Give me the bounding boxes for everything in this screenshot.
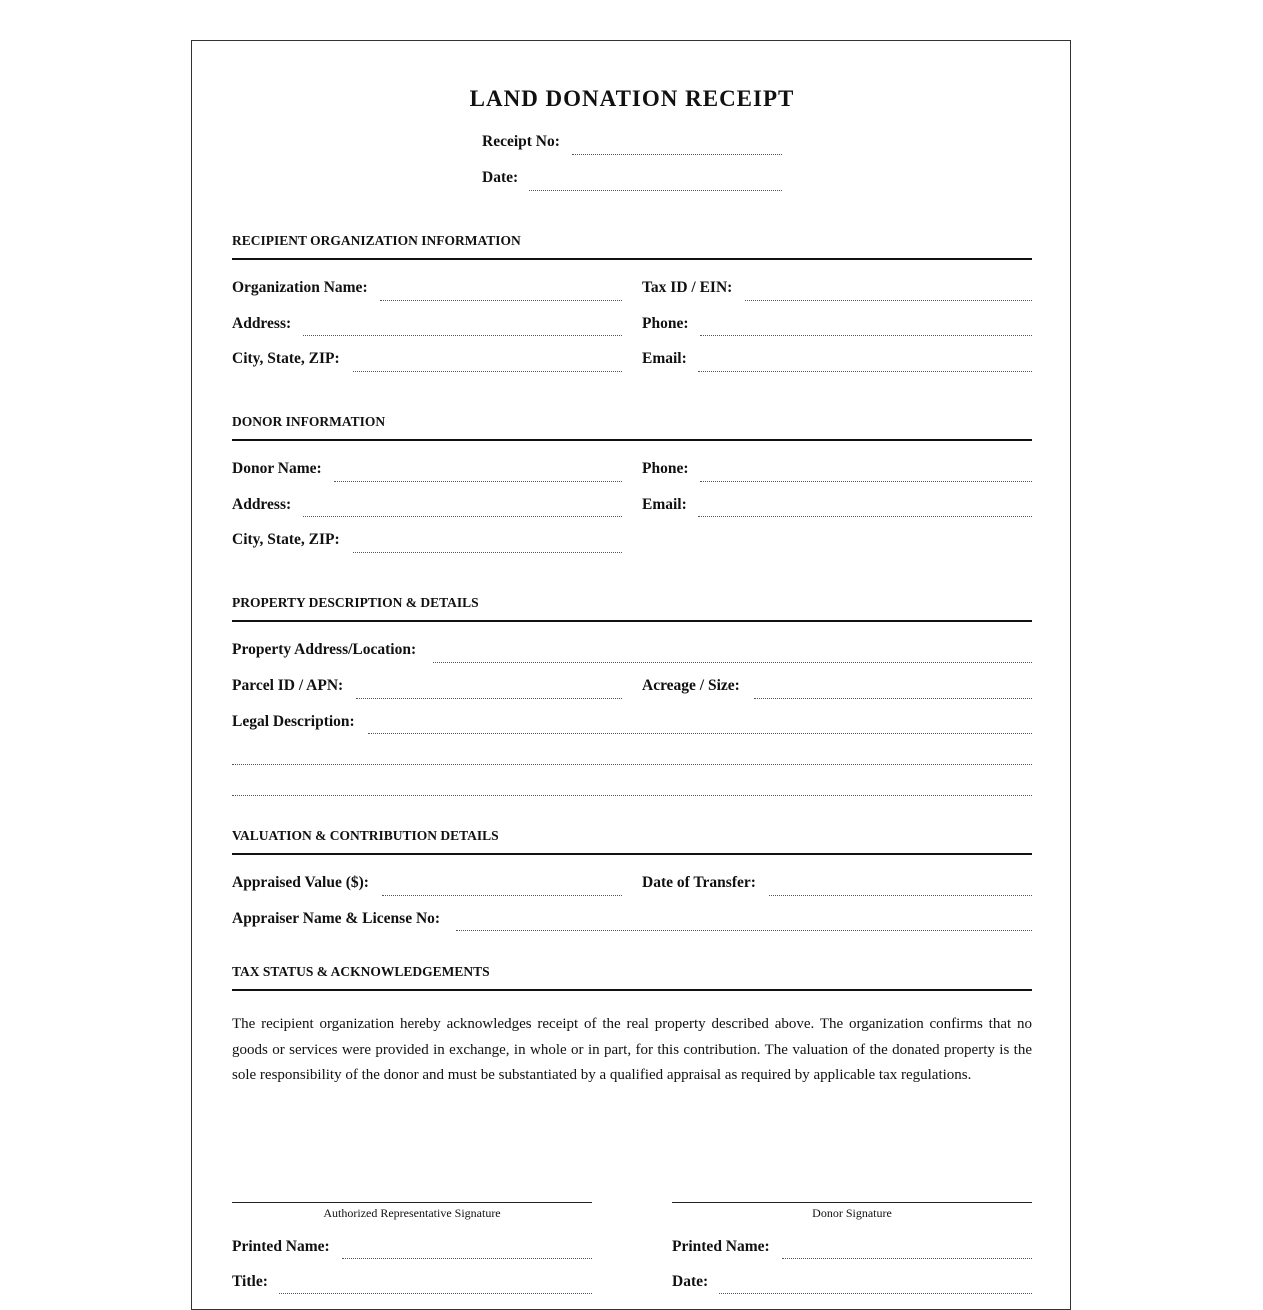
appraiser-label: Appraiser Name & License No:	[232, 910, 441, 927]
donor-city-label: City, State, ZIP:	[232, 531, 340, 548]
property-address-label: Property Address/Location:	[232, 641, 417, 658]
rep-title-field[interactable]	[279, 1293, 592, 1294]
rep-title-label: Title:	[232, 1273, 268, 1290]
donor-phone-field[interactable]	[700, 481, 1032, 482]
appraised-value-label: Appraised Value ($):	[232, 874, 369, 891]
donor-address-field[interactable]	[303, 516, 622, 517]
org-address-label: Address:	[232, 315, 292, 332]
org-address-field[interactable]	[303, 335, 622, 336]
property-section-rule	[232, 620, 1032, 622]
tax-id-field[interactable]	[745, 300, 1032, 301]
valuation-section-heading: VALUATION & CONTRIBUTION DETAILS	[232, 828, 499, 843]
donor-signature-caption: Donor Signature	[812, 1206, 892, 1220]
rep-printed-name-label: Printed Name:	[232, 1238, 330, 1255]
donor-name-label: Donor Name:	[232, 460, 322, 477]
donor-printed-name-label: Printed Name:	[672, 1238, 770, 1255]
recipient-section-heading: RECIPIENT ORGANIZATION INFORMATION	[232, 233, 521, 248]
donor-date-label: Date:	[672, 1273, 709, 1290]
donor-section-heading: DONOR INFORMATION	[232, 414, 386, 429]
tax-section-heading: TAX STATUS & ACKNOWLEDGEMENTS	[232, 964, 490, 979]
org-city-field[interactable]	[353, 371, 622, 372]
acreage-field[interactable]	[754, 698, 1032, 699]
header-date-label: Date:	[482, 169, 519, 186]
property-section-heading: PROPERTY DESCRIPTION & DETAILS	[232, 595, 479, 610]
org-name-label: Organization Name:	[232, 279, 368, 296]
legal-description-field-line-2[interactable]	[232, 764, 1032, 765]
donor-name-field[interactable]	[334, 481, 622, 482]
org-name-field[interactable]	[380, 300, 622, 301]
org-phone-field[interactable]	[700, 335, 1032, 336]
authorized-signature-caption: Authorized Representative Signature	[323, 1206, 501, 1220]
valuation-section-rule	[232, 853, 1032, 855]
donor-phone-label: Phone:	[642, 460, 689, 477]
donor-city-field[interactable]	[353, 552, 622, 553]
donor-date-field[interactable]	[719, 1293, 1032, 1294]
rep-printed-name-field[interactable]	[342, 1258, 592, 1259]
authorized-signature-line[interactable]	[232, 1202, 592, 1203]
receipt-no-field[interactable]	[572, 154, 782, 155]
acreage-label: Acreage / Size:	[642, 677, 740, 694]
appraised-value-field[interactable]	[382, 895, 622, 896]
legal-description-label: Legal Description:	[232, 713, 355, 730]
transfer-date-label: Date of Transfer:	[642, 874, 756, 891]
donor-email-label: Email:	[642, 496, 687, 513]
appraiser-field[interactable]	[456, 930, 1032, 931]
donor-email-field[interactable]	[698, 516, 1032, 517]
org-city-label: City, State, ZIP:	[232, 350, 340, 367]
acknowledgement-text: The recipient organization hereby acknowledges receipt of the real property described above. The organization confirms that no goods or services were provided in exchange, in whole or in part, for this contribution. The valuation of the donated property is the sole responsibility of the donor and must be substantiated by a qualified appraisal as required by applicable tax regulations.	[232, 1016, 1032, 1084]
parcel-id-label: Parcel ID / APN:	[232, 677, 344, 694]
org-phone-label: Phone:	[642, 315, 689, 332]
receipt-no-label: Receipt No:	[482, 133, 560, 150]
donor-signature-line[interactable]	[672, 1202, 1032, 1203]
org-email-label: Email:	[642, 350, 687, 367]
tax-section-rule	[232, 989, 1032, 991]
document-title: LAND DONATION RECEIPT	[469, 86, 795, 111]
transfer-date-field[interactable]	[769, 895, 1032, 896]
header-date-field[interactable]	[529, 190, 782, 191]
parcel-id-field[interactable]	[356, 698, 622, 699]
property-address-field[interactable]	[433, 662, 1032, 663]
donor-printed-name-field[interactable]	[782, 1258, 1032, 1259]
org-email-field[interactable]	[698, 371, 1032, 372]
tax-id-label: Tax ID / EIN:	[642, 279, 733, 296]
receipt-page	[191, 40, 1071, 1310]
donor-section-rule	[232, 439, 1032, 441]
donor-address-label: Address:	[232, 496, 292, 513]
legal-description-field-line-1[interactable]	[368, 733, 1032, 734]
recipient-section-rule	[232, 258, 1032, 260]
legal-description-field-line-3[interactable]	[232, 795, 1032, 796]
